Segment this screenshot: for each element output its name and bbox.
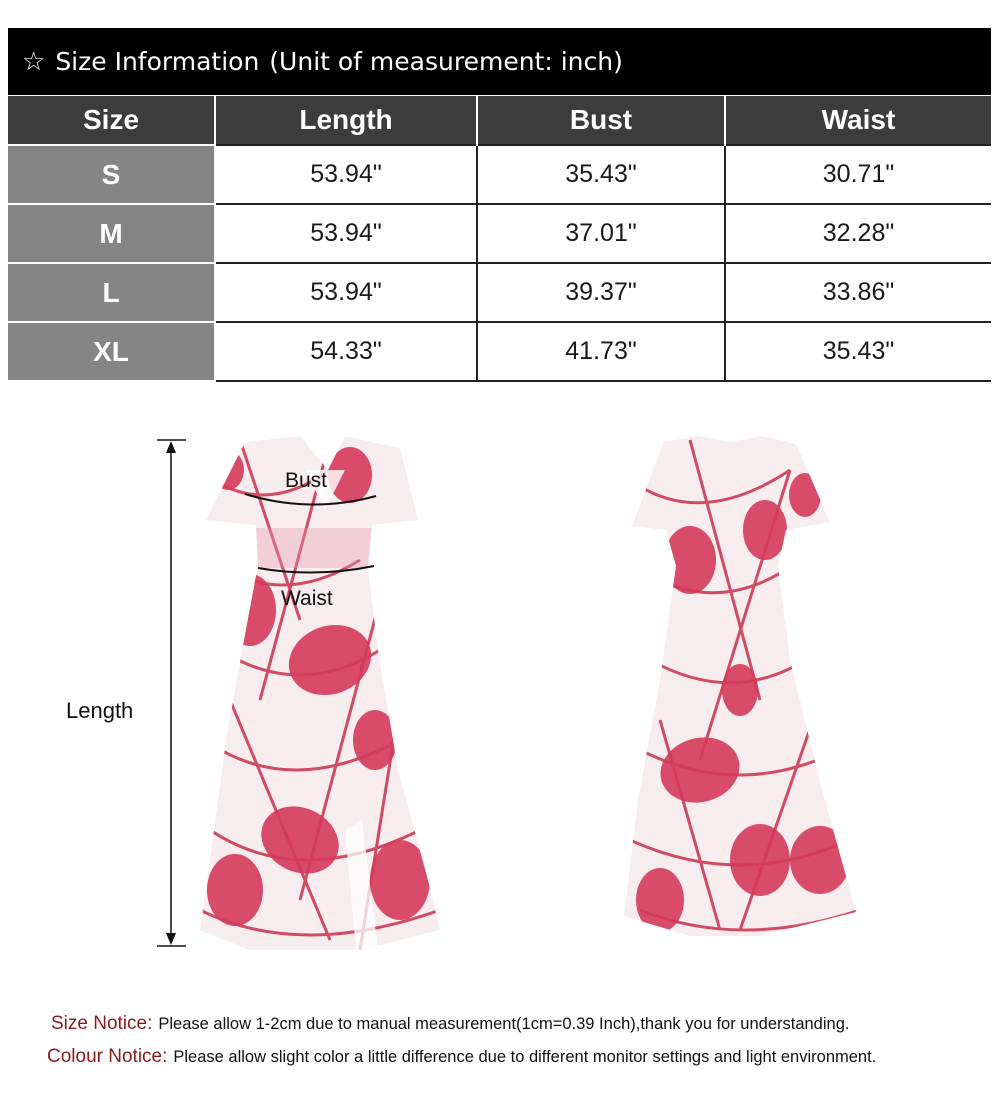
size-notice-text: Please allow 1-2cm due to manual measurement(1cm=0.39 Inch),thank you for understanding. <box>158 1015 850 1033</box>
bust-cell: 39.37" <box>477 263 725 322</box>
bust-cell: 41.73" <box>477 322 725 381</box>
column-header-size: Size <box>8 96 215 145</box>
bust-label: Bust <box>285 469 328 492</box>
column-header-bust: Bust <box>477 96 725 145</box>
column-header-waist: Waist <box>725 96 991 145</box>
waist-cell: 35.43" <box>725 322 991 381</box>
star-icon: ☆ <box>22 46 46 77</box>
colour-notice-label: Colour Notice: <box>47 1046 168 1067</box>
waist-cell: 32.28" <box>725 204 991 263</box>
size-notice <box>51 1013 849 1035</box>
size-cell: L <box>8 263 215 322</box>
size-cell: M <box>8 204 215 263</box>
dress-back-image <box>620 430 860 950</box>
waist-cell: 30.71" <box>725 145 991 204</box>
length-cell: 53.94" <box>215 263 477 322</box>
table-row <box>8 263 991 322</box>
length-label: Length <box>66 698 134 723</box>
table-row <box>8 204 991 263</box>
table-row <box>8 322 991 381</box>
table-header-row <box>8 96 991 145</box>
bust-cell: 37.01" <box>477 204 725 263</box>
waist-label: Waist <box>281 587 333 610</box>
size-cell: XL <box>8 322 215 381</box>
column-header-length: Length <box>215 96 477 145</box>
colour-notice-text: Please allow slight color a little difference due to different monitor settings and light environment. <box>173 1048 877 1066</box>
bust-cell: 35.43" <box>477 145 725 204</box>
size-table <box>8 96 991 382</box>
unit-note: (Unit of measurement: inch) <box>269 47 623 76</box>
table-row <box>8 145 991 204</box>
waist-cell: 33.86" <box>725 263 991 322</box>
dress-diagram <box>0 410 1000 970</box>
length-cell: 53.94" <box>215 204 477 263</box>
length-cell: 53.94" <box>215 145 477 204</box>
dress-front-image <box>190 430 450 960</box>
colour-notice <box>47 1046 876 1068</box>
length-arrow <box>157 440 186 946</box>
size-cell: S <box>8 145 215 204</box>
length-cell: 54.33" <box>215 322 477 381</box>
size-info-title: Size Information <box>55 47 260 76</box>
size-info-title-bar <box>8 28 991 95</box>
size-notice-label: Size Notice: <box>51 1013 153 1034</box>
